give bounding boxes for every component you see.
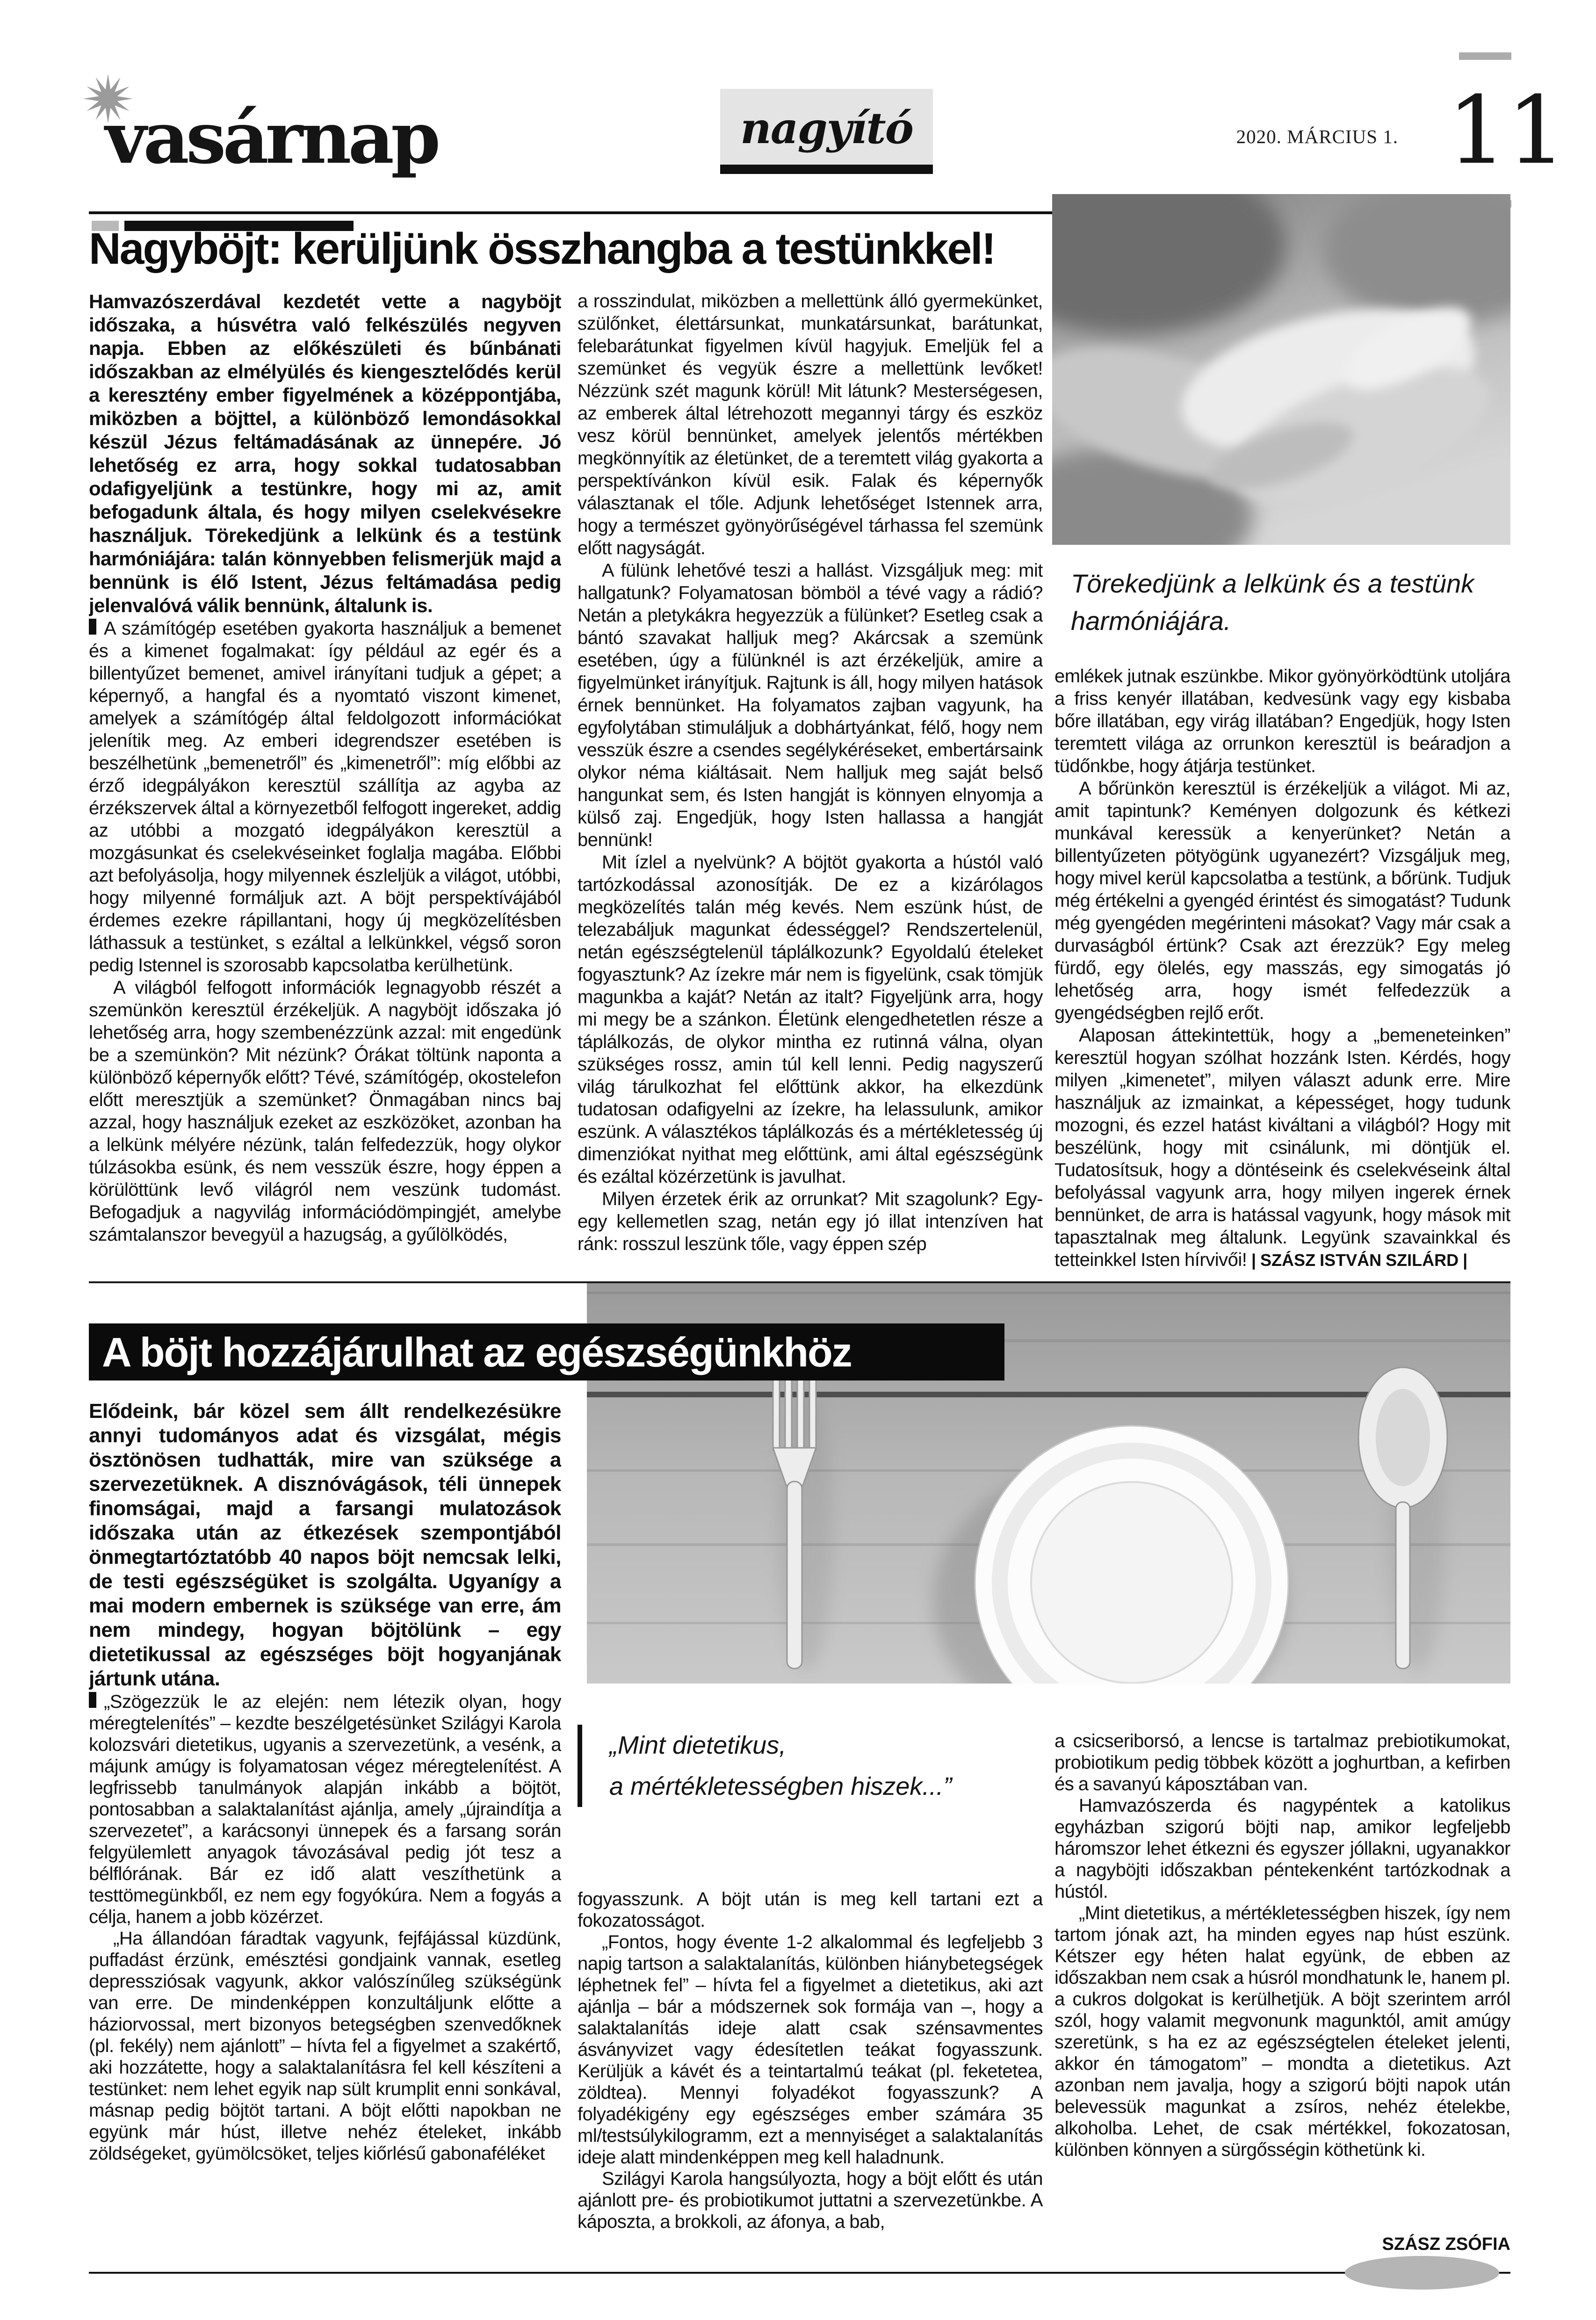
article1-byline: | SZÁSZ ISTVÁN SZILÁRD | [1251, 1250, 1468, 1270]
paragraph-marker [89, 619, 96, 635]
article1-photo-caption: Törekedjünk a lelkünk és a testünk harmóniájára. [1071, 569, 1474, 636]
article2-lead-paragraph: Elődeink, bár közel sem állt rendelkezésükre annyi tudományos adat és vizsgálat, mégis ösztönösen tudhatták, mire van szüksége a szervezetüknek. A disznóvágások, téli ünnepek finomságai, majd a farsangi mulatozások időszaka után az étkezések szempontjából önmegtartóztatóbb 40 napos böjt nemcsak lelki, de testi egészségüket is szolgálta. Ugyanígy a mai modern embernek is szüksége van erre, ám nem mindegy, hogyan böjtölünk – egy dietetikussal az egészséges böjt hogyanjának jártunk utána. [89, 1400, 561, 1690]
section-underline [720, 165, 933, 174]
article1-lead-paragraph: Hamvazószerdával kezdetét vette a nagyböjt időszaka, a húsvétra való felkészülés negyven napja. Ebben az előkészületi és bűnbánati időszakban az elmélyülés és kiengesztelődés kerül a keresztény ember figyelmének a középpontjába, miközben a böjttel, a különböző lemondásokkal készül Jézus feltámadásának az ünnepére. Jó lehetőség ez arra, hogy sokkal tudatosabban odafigyeljünk a testünkre, hogy mi az, amit befogadunk általa, és hogy milyen cselekvésekre használjuk. Törekedjünk a lelkünk és a testünk harmóniájára: talán könnyebben felismerjük majd a bennünk is élő Istent, Jézus feltámadása pedig jelenvalóvá válik bennünk, általunk is. [89, 290, 561, 616]
article1-column-1 [89, 290, 561, 1278]
article1-column-2 [578, 290, 1043, 1278]
paragraph-text: Alaposan áttekintettük, hogy a „bemeneteinken” keresztül hogyan szólhat hozzánk Isten. Kérdés, hogy milyen „kimenetet”, milyen választ adunk erre. Mire használjuk az izmainkat, a képességet, hogy tudunk mozogni, és ezzel hatást kiváltani a világból? Hogy mit beszélünk, hogy mit csinálunk, mi döntjük el. Tudatosítsuk, hogy a döntéseink és cselekvéseink által befolyással vagyunk arra, hogy milyen ingerek érnek bennünket, de arra is hatással vagyunk, hogy mások mit tapasztalnak meg általunk. Legyünk szavainkkal és tetteinkkel Isten hírvivői! [1054, 1025, 1510, 1270]
paragraph: A fülünk lehetővé teszi a hallást. Vizsgáljuk meg: mit hallgatunk? Folyamatosan bömböl a tévé vagy a rádió? Netán a pletykákra hegyezzük a fülünket? Esetleg csak a bántó szavakat halljuk meg? Akárcsak a szemünk esetében, úgy a fülünknél is azt érzékeljük, amire a figyelmünket irányítjuk. Rajtunk is áll, hogy milyen hatások érnek bennünket. Ha folyamatos zajban vagyunk, ha egyfolytában stimuláljuk a dobhártyánkat, félő, hogy nem vesszük észre a csendes segélykéréseket, embertársaink olykor néma kiáltásait. Nem halljuk meg saját belső hangunkat sem, és Isten hangját is könnyen elnyomja a külső zaj. Engedjük, hogy Isten hallassa a hangját bennünk! [578, 560, 1043, 850]
pull-quote-line-2: a mértékletességben hiszek...” [609, 1772, 952, 1800]
paragraph: a rosszindulat, miközben a mellettünk álló gyermekünket, szülőnket, élettársunkat, munkatársunkat, barátunkat, felebarátunkat figyelmen kívül hagyjuk. Emeljük fel a szemünket és vegyük észre a mellettünk levőket! Nézzünk szét magunk körül! Mit látunk? Mesterségesen, az emberek által létrehozott megannyi tárgy és eszköz vesz körül bennünket, amelyek jelentős mértékben megkönnyítik az életünket, de a teremtett világ gyakorta a perspektívánkon kívül esik. Falak és képernyők választanak el tőle. Adjunk lehetőséget Istennek arra, hogy a természet gyönyörűségével tárhassa fel szemünk előtt nagyságát. [578, 291, 1043, 558]
paragraph [1054, 1024, 1510, 1272]
issue-date: 2020. MÁRCIUS 1. [1236, 126, 1398, 147]
paragraph: „Ha állandóan fáradtak vagyunk, fejfájással küzdünk, puffadást érzünk, emésztési gondjaink vannak, esetleg depressziósak vagyunk, akkor valószínűleg szükségünk van erre. De mindenképpen konzultáljunk előtte a háziorvossal, mert bizonyos betegségben szenvedőknek (pl. fekély) nem ajánlott” – hívta fel a figyelmet a szakértő, aki hozzátette, hogy a salaktalanításra fel kell készíteni a testünket: nem lehet egyik nap sült krumplit enni sonkával, másnap pedig böjtöt tartani. A böjt előtti napokban ne együnk már húst, illetve nehéz ételeket, inkább zöldségeket, gyümölcsöket, teljes kiőrlésű gabonaféléket [89, 1928, 561, 2164]
article2-pull-quote [578, 1725, 1043, 1807]
section-label: nagyító [740, 103, 913, 153]
paragraph: Milyen érzetek érik az orrunkat? Mit szagolunk? Egy-egy kellemetlen szag, netán egy jó illat intenzíven hat ránk: rosszul leszünk tőle, vagy éppen szép [578, 1189, 1043, 1254]
paragraph: A világból felfogott információk legnagyobb részét a szemünkön keresztül érzékeljük. A nagyböjt időszaka jó lehetőség arra, hogy szembenézzünk azzal: mit engedünk be a szemünkön? Mit nézünk? Órákat töltünk naponta a különböző képernyők előtt? Tévé, számítógép, okostelefon előtt meresztjük a szemünket? Önmagában nincs baj azzal, hogy használjuk ezeket az eszközöket, azonban ha a lelkünk mélyére nézünk, talán felfedezzük, hogy olykor túlzásokba esünk, és nem vesszük észre, hogy éppen a körülöttünk levő világról nem veszünk tudomást. Befogadjuk a nagyvilág információdömpingjét, amelybe számtalanszor bevegyül a hazugság, a gyűlölködés, [89, 977, 561, 1245]
article2-column-1 [89, 1399, 561, 2269]
paragraph [89, 1691, 561, 1928]
paragraph: „Mint dietetikus, a mértékletességben hiszek, így nem tartom jónak azt, ha minden egyes nap húst eszünk. Kétszer egy héten halat együnk, de ebben az időszakban nem csak a húsról mondhatunk le, hanem pl. a cukros dolgokat is kerülhetjük. A böjt szerintem arról szól, hogy valamit megvonunk magunktól, amit amúgy szeretünk, s ha ez az egészségtelen ételeket jelenti, akkor én támogatom” – mondta a dietetikus. Azt azonban nem javalja, hogy a szigorú böjti napok után belevessük magunkat a zsíros, nehéz ételekbe, alkoholba. Lehet, de csak mértékkel, fokozatosan, különben könnyen a sürgősségin köthetünk ki. [1054, 1903, 1510, 2160]
article2-column-3 [1054, 1730, 1510, 2231]
page-number-bar-top [1459, 52, 1511, 60]
paragraph: A bőrünkön keresztül is érzékeljük a világot. Mi az, amit tapintunk? Keményen dolgozunk és kétkezi munkával keressük a kenyerünket? Netán a billentyűzeten pötyögünk ugyanezért? Vizsgáljuk meg, hogy mivel kerül kapcsolatba a testünk, a bőrünk. Tudjuk még értékelni a gyengéd érintést és simogatást? Tudunk még gyengéden megérinteni másokat? Vagy már csak a durvaságból értünk? Csak azt érezzük? Egy meleg fürdő, egy ölelés, egy masszás, egy simogatás jó lehetőség arra, hogy ismét felfedezzük a gyengédségben rejlő erőt. [1054, 778, 1510, 1023]
hands-photo [1052, 194, 1510, 545]
section-label-box [720, 89, 933, 165]
article1-headline: Nagyböjt: kerüljünk összhangba a testünkkel! [89, 224, 995, 274]
footer-ellipse-decoration [1345, 2256, 1499, 2290]
article1-column-3 [1054, 665, 1510, 1279]
hands-photo-image [1052, 194, 1510, 545]
newspaper-logo: vasárnap [105, 96, 438, 180]
article2-byline: SZÁSZ ZSÓFIA [1382, 2234, 1510, 2254]
pull-quote-line-1: „Mint dietetikus, [609, 1731, 787, 1759]
paragraph: emlékek jutnak eszünkbe. Mikor gyönyörködtünk utoljára a friss kenyér illatában, kedvesünk vagy egy kisbaba bőre illatában, egy virág illatában? Engedjük, hogy Isten teremtett világa az orrunkon keresztül is beáradjon a tüdőnkbe, hogy átjárja testünket. [1054, 666, 1510, 776]
page-number: 11 [1447, 76, 1567, 185]
paragraph: Hamvazószerda és nagypéntek a katolikus egyházban szigorú böjti nap, amikor legfeljebb háromszor lehet étkezni és egyszer jóllakni, ugyanakkor a nagyböjti időszakban péntekenként tartózkodnak a hústól. [1054, 1795, 1510, 1902]
paragraph: Szilágyi Karola hangsúlyozta, hogy a böjt előtt és után ajánlott pre- és probiotikumot juttatni a szervezetünkbe. A káposzta, a brokkoli, az áfonya, a bab, [578, 2168, 1043, 2232]
paragraph-text: „Szögezzük le az elején: nem létezik olyan, hogy méregtelenítés” – kezdte beszélgetésünket Szilágyi Karola kolozsvári dietetikus, ugyanis a szervezetünk, a vesénk, a májunk amúgy is folyamatosan végez méregtelenítést. A legfrissebb tanulmányok alapján inkább a böjtöt, pontosabban a salaktalanítást ajánlja, amely „újraindítja a szervezetet”, a karácsonyi ünnepek és a farsang során felgyülemlett anyagok távozásával pedig jót tesz a bélflórának. Bár ez idő alatt veszíthetünk a testtömegünkből, ez nem egy fogyókúra. Nem a fogyás a célja, hanem a jobb közérzet. [89, 1691, 561, 1927]
paragraph: Mit ízlel a nyelvünk? A böjtöt gyakorta a hústól való tartózkodással azonosítják. De ez a kizárólagos megközelítés talán még kevés. Nem eszünk húst, de telezabáljuk magunkat édességgel? Rendszertelenül, netán egészségtelenül táplálkozunk? Egyoldalú ételeket fogyasztunk? Az ízekre már nem is figyelünk, csak tömjük magunkba a kaját? Netán az italt? Figyeljünk arra, hogy mi megy be a szánkon. Életünk elengedhetetlen része a táplálkozás, de olykor mintha ez rutinná válna, olyan szükséges rossz, amin túl kell lenni. Pedig nagyszerű világ tárulkozhat fel előttünk akkor, ha elkezdünk tudatosan odafigyelni az ízekre, ha lelassulunk, amikor eszünk. A választékos táplálkozás és a mértékletesség új dimenziókat nyithat meg előttünk, ami által egészségünk és ezáltal közérzetünk is javulhat. [578, 852, 1043, 1187]
paragraph-text: A számítógép esetében gyakorta használjuk a bemenet és a kimenet fogalmakat: így például az egér és a billentyűzet bemenet, amivel irányítani tudjuk a gépet; a képernyő, a hangfal és a nyomtató viszont kimenet, amelyek a számítógép által feldolgozott információkat jelenítik meg. Az emberi idegrendszer esetében is beszélhetünk „bemenetről” és „kimenetről”: míg előbbi az érző idegpályákon keresztül szállítja az agyba az érzékszervek által a környezetből felfogott ingereket, addig az utóbbi a mozgató idegpályákon keresztül a mozgásunkat és cselekvéseinket foglalja magába. Előbbi azt befolyásolja, hogy milyennek észleljük a világot, utóbbi, hogy milyenné formáljuk azt. A böjt perspektívájából érdemes ezekre rápillantani, hogy új megközelítésben láthassuk a testünket, s ezáltal a lelkünkkel, végső soron pedig Istennel is szorosabb kapcsolatba kerülhetünk. [89, 618, 561, 976]
paragraph: fogyasszunk. A böjt után is meg kell tartani ezt a fokozatosságot. [578, 1889, 1043, 1931]
article2-headline-bar [89, 1323, 1004, 1380]
paragraph-marker [89, 1692, 96, 1708]
paragraph: „Fontos, hogy évente 1-2 alkalommal és legfeljebb 3 napig tartson a salaktalanítás, különben hiánybetegségek léphetnek fel” – hívta fel a figyelmet a dietetikus, aki azt ajánlja – bár a módszernek sok formája van –, hogy a salaktalanítás ideje alatt csak szénsavmentes ásványvizet vagy édesítetlen teákat fogyasszunk. Kerüljük a kávét és a teintartalmú teákat (pl. feketetea, zöldtea). Mennyi folyadékot fogyasszunk? A folyadékigény egy egészséges ember számára 35 ml/testsúlykilogramm, ezt a mennyiséget a salaktalanítás ideje alatt mindenképpen meg kell haladnunk. [578, 1932, 1043, 2168]
article2-headline: A böjt hozzájárulhat az egészségünkhöz [102, 1329, 852, 1375]
paragraph [89, 617, 561, 976]
footer-rule [89, 2272, 1510, 2274]
paragraph: a csicseriborsó, a lencse is tartalmaz prebiotikumokat, probiotikum pedig többek között a joghurtban, a kefirben és a savanyú káposztában van. [1054, 1731, 1510, 1794]
article2-column-2 [578, 1888, 1043, 2262]
